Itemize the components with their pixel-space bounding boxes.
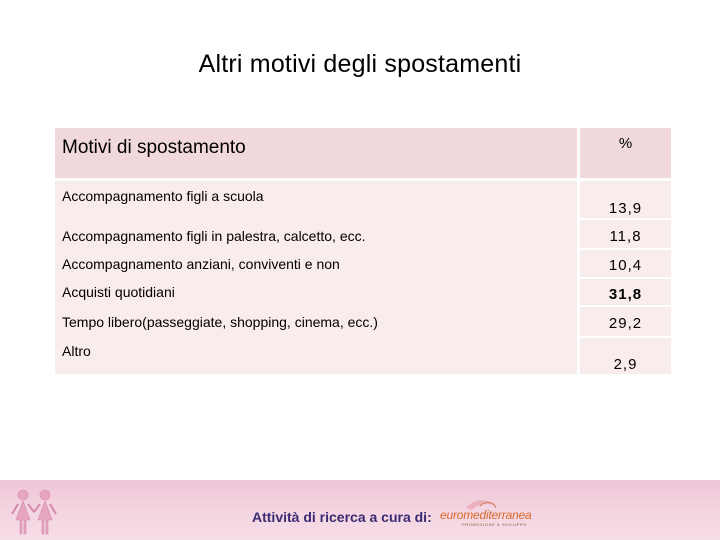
row-divider [580,277,671,279]
table-row-label: Acquisti quotidiani [62,284,175,300]
table-row-value: 11,8 [609,228,642,245]
logo-wordmark: euromediterranea [440,508,532,522]
table-row-value: 31,8 [608,286,643,303]
row-divider [580,248,671,250]
row-divider [580,305,671,307]
table-row-label: Tempo libero(passeggiate, shopping, cinema, ecc.) [62,314,378,330]
table-row-label: Altro [62,343,91,359]
slide-title: Altri motivi degli spostamenti [198,50,522,78]
table-row-value: 10,4 [608,257,643,274]
table-body-label-cell [55,181,577,374]
table-row-label: Accompagnamento anziani, conviventi e non [62,256,340,272]
footer-credit-text: Attività di ricerca a cura di: [252,509,432,525]
column-header-motivi: Motivi di spostamento [62,137,246,158]
table-row-value: 13,9 [608,200,643,217]
table-row-label: Accompagnamento figli in palestra, calcetto, ecc. [62,228,366,244]
row-divider [580,336,671,338]
logo-tagline: PROMOZIONE & SVILUPPO [462,522,527,527]
two-women-icon [8,486,60,538]
table-row-label: Accompagnamento figli a scuola [62,188,264,204]
table-row-value: 2,9 [613,356,638,373]
column-header-percent: % [618,135,633,152]
table-row-value: 29,2 [608,315,643,332]
